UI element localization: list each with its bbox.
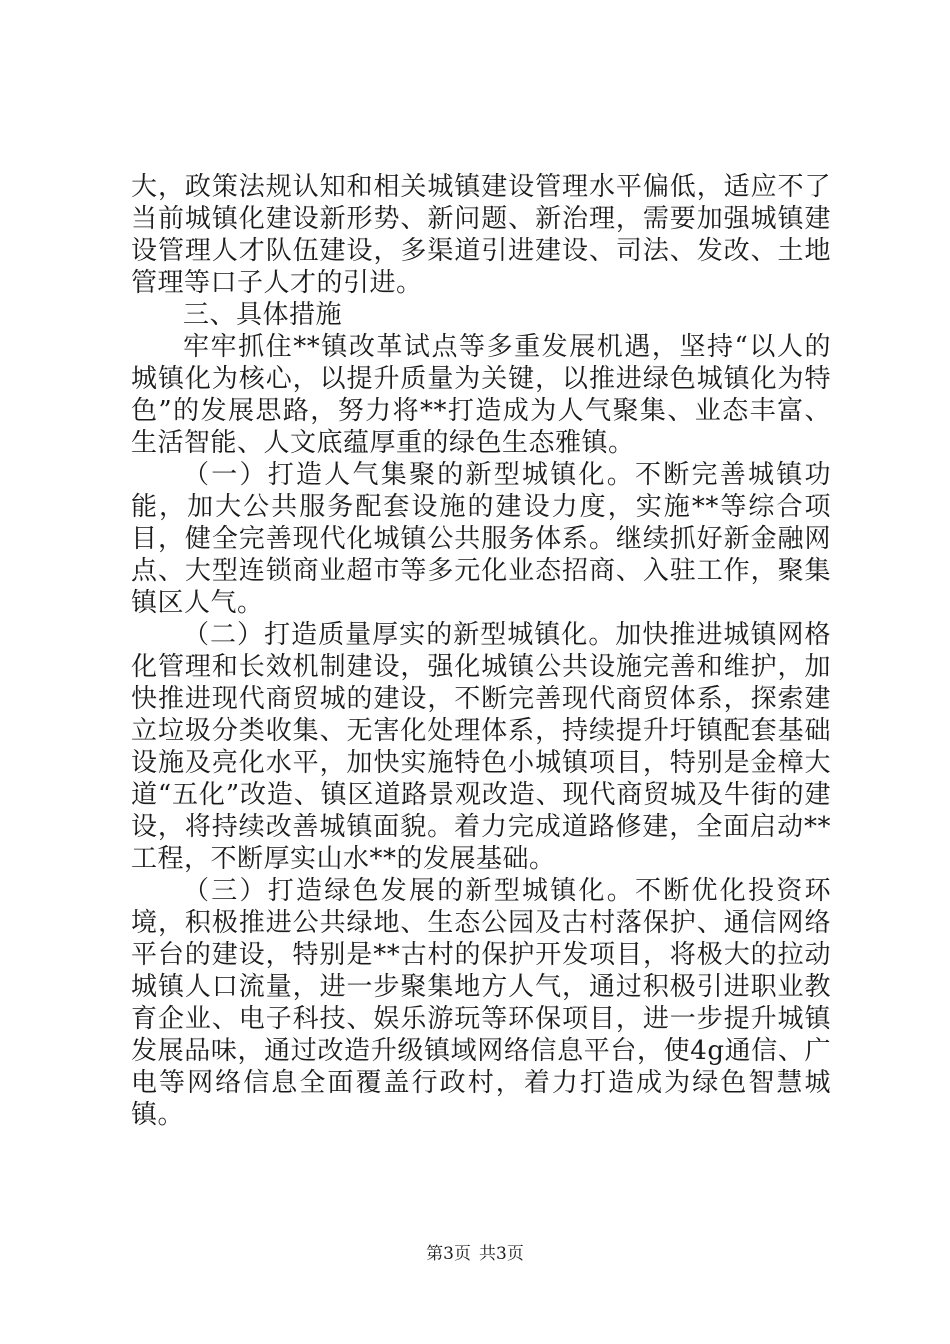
section-heading: 三、具体措施 (183, 300, 343, 330)
page-number: 第3页 (426, 1244, 471, 1264)
paragraph-intro: 牢牢抓住**镇改革试点等多重发展机遇，坚持“以人的城镇化为核心，以提升质量为关键，以推进绿色城镇化为特色”的发展思路，努力将**打造成为人气聚集、业态丰富、生活智能、人文底蕴厚重的绿色生态雅镇。 (131, 332, 831, 458)
paragraph-item-1: （一）打造人气集聚的新型城镇化。不断完善城镇功能，加大公共服务配套设施的建设力度，实施**等综合项目，健全完善现代化城镇公共服务体系。继续抓好新金融网点、大型连锁商业超市等多元化业态招商、入驻工作，聚集镇区人气。 (131, 460, 831, 618)
paragraph-item-3: （三）打造绿色发展的新型城镇化。不断优化投资环境，积极推进公共绿地、生态公园及古村落保护、通信网络平台的建设，特别是**古村的保护开发项目，将极大的拉动城镇人口流量，进一步聚集地方人气，通过积极引进职业教育企业、电子科技、娱乐游玩等环保项目，进一步提升城镇发展品味，通过改造升级镇域网络信息平台，使4g通信、广电等网络信息全面覆盖行政村，着力打造成为绿色智慧城镇。 (131, 876, 831, 1130)
paragraph-continuation: 大，政策法规认知和相关城镇建设管理水平偏低，适应不了当前城镇化建设新形势、新问题、新治理，需要加强城镇建设管理人才队伍建设，多渠道引进建设、司法、发改、土地管理等口子人才的引进。 (131, 172, 831, 298)
paragraph-item-2: （二）打造质量厚实的新型城镇化。加快推进城镇网格化管理和长效机制建设，强化城镇公共设施完善和维护，加快推进现代商贸城的建设，不断完善现代商贸体系，探索建立垃圾分类收集、无害化处理体系，持续提升圩镇配套基础设施及亮化水平，加快实施特色小城镇项目，特别是金樟大道“五化”改造、镇区道路景观改造、现代商贸城及牛街的建设，将持续改善城镇面貌。着力完成道路修建，全面启动**工程，不断厚实山水**的发展基础。 (131, 620, 831, 874)
document-body (131, 171, 831, 1131)
page-footer (0, 1243, 950, 1265)
page-total: 共3页 (479, 1244, 524, 1264)
